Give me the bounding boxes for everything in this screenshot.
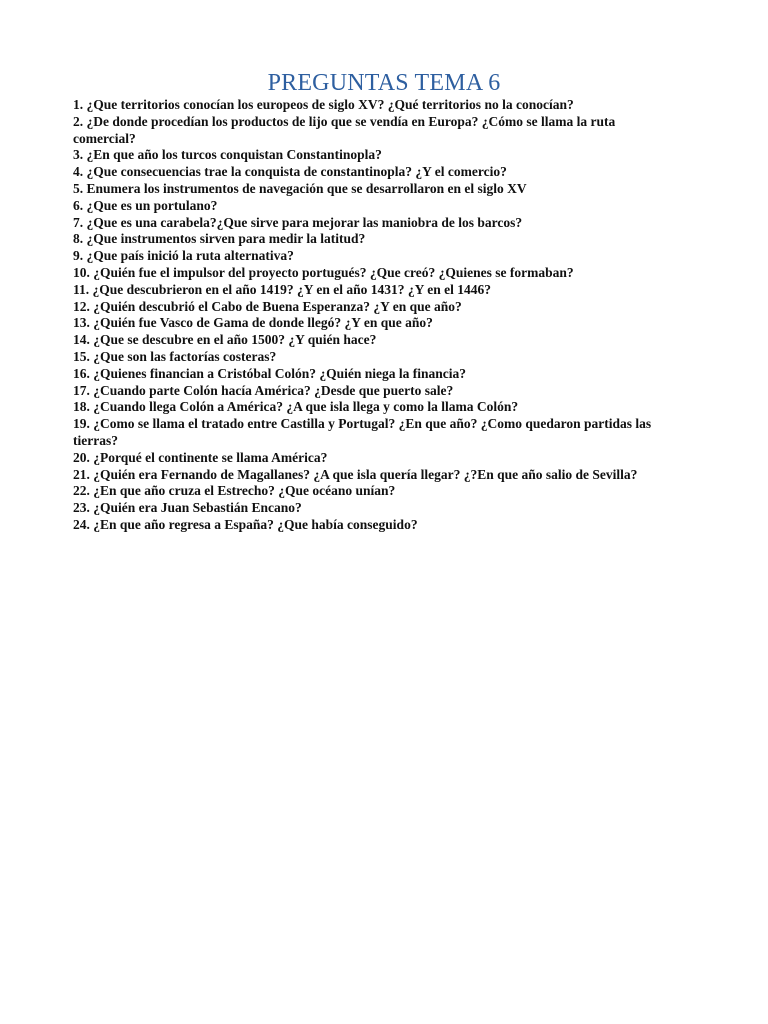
question-item: 4. ¿Que consecuencias trae la conquista de constantinopla? ¿Y el comercio? — [73, 164, 507, 180]
question-item: 9. ¿Que país inició la ruta alternativa? — [73, 248, 294, 264]
question-item: 21. ¿Quién era Fernando de Magallanes? ¿A que isla quería llegar? ¿?En que año salio de Sevilla? — [73, 466, 638, 482]
question-item: 23. ¿Quién era Juan Sebastián Encano? — [73, 500, 302, 516]
question-item: 22. ¿En que año cruza el Estrecho? ¿Que océano unían? — [73, 483, 396, 499]
question-item: 6. ¿Que es un portulano? — [73, 197, 218, 213]
document-title: PREGUNTAS TEMA 6 — [267, 70, 501, 96]
question-item: 15. ¿Que son las factorías costeras? — [73, 348, 277, 364]
question-item: 24. ¿En que año regresa a España? ¿Que había conseguido? — [73, 516, 418, 532]
question-item: 18. ¿Cuando llega Colón a América? ¿A que isla llega y como la llama Colón? — [73, 399, 519, 415]
question-item: 19. ¿Como se llama el tratado entre Castilla y Portugal? ¿En que año? ¿Como quedaron partidas las tierras? — [73, 416, 652, 448]
question-item: 17. ¿Cuando parte Colón hacía América? ¿Desde que puerto sale? — [73, 382, 454, 398]
question-item: 3. ¿En que año los turcos conquistan Constantinopla? — [73, 147, 382, 163]
question-item: 20. ¿Porqué el continente se llama América? — [73, 449, 328, 465]
question-item: 2. ¿De donde procedían los productos de lijo que se vendía en Europa? ¿Cómo se llama la ruta comercial? — [73, 113, 616, 146]
question-item: 12. ¿Quién descubrió el Cabo de Buena Esperanza? ¿Y en que año? — [73, 298, 462, 314]
question-item: 8. ¿Que instrumentos sirven para medir la latitud? — [73, 231, 366, 247]
question-item: 13. ¿Quién fue Vasco de Gama de donde llegó? ¿Y en que año? — [73, 315, 433, 331]
question-item: 16. ¿Quienes financian a Cristóbal Colón? ¿Quién niega la financia? — [73, 365, 467, 381]
question-item: 11. ¿Que descubrieron en el año 1419? ¿Y en el año 1431? ¿Y en el 1446? — [73, 281, 491, 297]
question-item: 14. ¿Que se descubre en el año 1500? ¿Y quién hace? — [73, 332, 377, 348]
question-item: 5. Enumera los instrumentos de navegación que se desarrollaron en el siglo XV — [73, 180, 527, 196]
question-item: 1. ¿Que territorios conocían los europeos de siglo XV? ¿Qué territorios no la conocían? — [73, 97, 574, 112]
question-list — [73, 97, 673, 534]
question-item: 10. ¿Quién fue el impulsor del proyecto portugués? ¿Que creó? ¿Quienes se formaban? — [73, 264, 574, 280]
question-item: 7. ¿Que es una carabela?¿Que sirve para mejorar las maniobra de los barcos? — [73, 214, 523, 230]
